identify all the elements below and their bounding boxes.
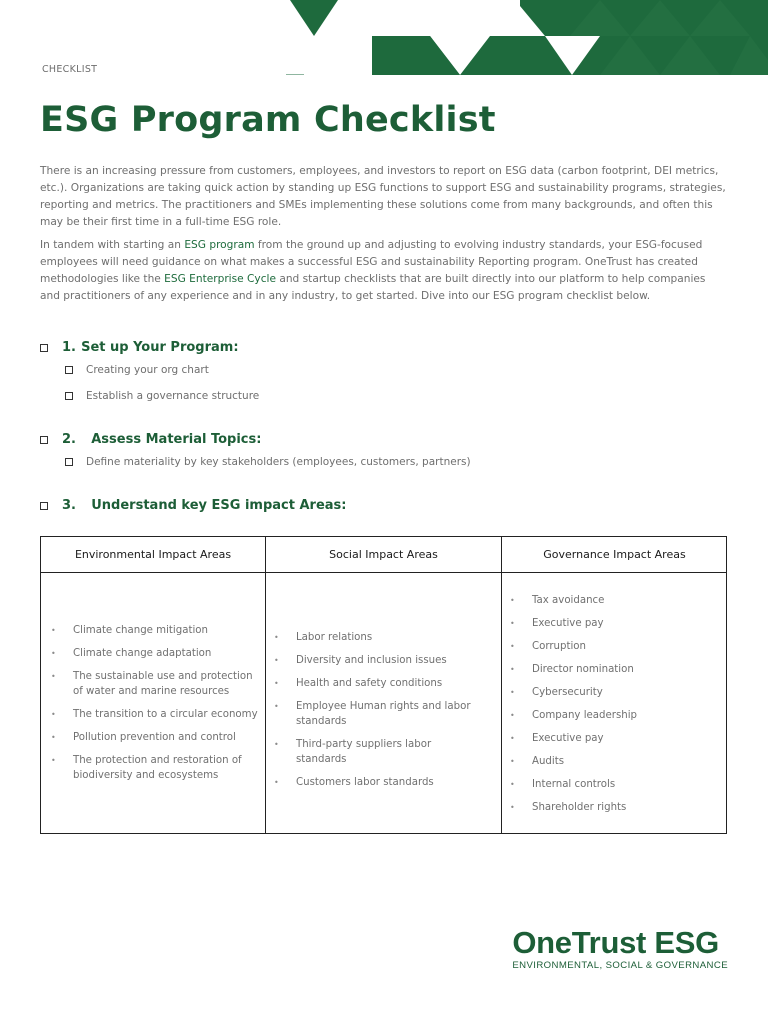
esg-program-link[interactable]: ESG program <box>184 239 255 251</box>
list-item: • Executive pay <box>510 616 720 631</box>
list-item: • Audits <box>510 754 720 769</box>
list-item: • Director nomination <box>510 662 720 677</box>
list-item: • Employee Human rights and labor standards <box>274 699 474 729</box>
checkbox-icon[interactable] <box>65 458 73 466</box>
intro-text-a: In tandem with starting an <box>40 239 185 251</box>
subitem-label: Establish a governance structure <box>86 390 260 402</box>
list-item: • Health and safety conditions <box>274 676 474 691</box>
item-number: 2. <box>62 432 76 447</box>
list-item: • Corruption <box>510 639 720 654</box>
list-item: • Pollution prevention and control <box>51 730 263 745</box>
item-number: 3. <box>62 498 76 513</box>
checkbox-icon[interactable] <box>40 344 48 352</box>
checklist-item-3 <box>40 496 346 515</box>
governance-list <box>510 593 720 815</box>
list-item: • The protection and restoration of biodiversity and ecosystems <box>51 753 263 783</box>
onetrust-esg-logo <box>512 926 728 971</box>
document-type-label: CHECKLIST <box>42 64 98 75</box>
header-triangle-pattern <box>0 0 768 80</box>
checkbox-icon[interactable] <box>65 392 73 400</box>
column-divider <box>265 537 266 833</box>
intro-text-b: from the ground up and adjusting to evolving industry standards, your ESG-focused employees will need guidance on what makes a successful ESG and sustainability Reporting program. OneTrust has created methodologies like the <box>40 239 703 285</box>
logo-wordmark: OneTrust ESG <box>512 925 719 960</box>
intro-text <box>40 163 728 311</box>
list-item: • Climate change adaptation <box>51 646 263 661</box>
esg-enterprise-cycle-link[interactable]: ESG Enterprise Cycle <box>164 273 276 285</box>
checkbox-icon[interactable] <box>40 502 48 510</box>
list-item: • Company leadership <box>510 708 720 723</box>
checklist-subitem <box>65 456 471 468</box>
intro-paragraph-1: There is an increasing pressure from customers, employees, and investors to report on ESG data (carbon footprint, DEI metrics, etc.). Organizations are taking quick action by standing up ESG functions to support ESG and sustainability programs, strategies, reporting and metrics. The practitioners and SMEs implementing these solutions come from many backgrounds, and often this may be their first time in a full-time ESG role. <box>40 165 726 228</box>
list-item: • Tax avoidance <box>510 593 720 608</box>
checklist-item-2 <box>40 430 261 449</box>
subitem-label: Creating your org chart <box>86 364 209 376</box>
environmental-list <box>51 623 263 783</box>
list-item: • Diversity and inclusion issues <box>274 653 474 668</box>
header-governance: Governance Impact Areas <box>543 548 686 561</box>
list-item: • Third-party suppliers labor standards <box>274 737 474 767</box>
intro-paragraph-2 <box>40 237 728 305</box>
column-divider <box>501 537 502 833</box>
divider <box>286 74 304 75</box>
subitem-label: Define materiality by key stakeholders (employees, customers, partners) <box>86 456 471 468</box>
checklist-subitem <box>65 364 209 376</box>
checkbox-icon[interactable] <box>40 436 48 444</box>
list-item: • Labor relations <box>274 630 474 645</box>
checkbox-icon[interactable] <box>65 366 73 374</box>
checklist-item-1 <box>40 338 239 357</box>
item-number: 1. <box>62 340 76 355</box>
item-label: Set up Your Program: <box>81 340 239 355</box>
item-label: Understand key ESG impact Areas: <box>91 498 347 513</box>
page-title: ESG Program Checklist <box>40 100 496 140</box>
list-item: • The sustainable use and protection of water and marine resources <box>51 669 263 699</box>
logo-tagline: ENVIRONMENTAL, SOCIAL & GOVERNANCE <box>512 960 728 971</box>
header-social: Social Impact Areas <box>329 548 438 561</box>
header-divider <box>41 572 726 573</box>
list-item: • Cybersecurity <box>510 685 720 700</box>
item-label: Assess Material Topics: <box>91 432 262 447</box>
list-item: • Shareholder rights <box>510 800 720 815</box>
list-item: • Customers labor standards <box>274 775 474 790</box>
header-environmental: Environmental Impact Areas <box>74 548 232 561</box>
checklist-subitem <box>65 390 259 402</box>
impact-areas-table <box>40 536 727 834</box>
list-item: • The transition to a circular economy <box>51 707 263 722</box>
social-list <box>274 630 474 790</box>
list-item: • Climate change mitigation <box>51 623 263 638</box>
list-item: • Internal controls <box>510 777 720 792</box>
list-item: • Executive pay <box>510 731 720 746</box>
intro-text-c: and startup checklists that are built directly into our platform to help companies and practitioners of any experience and in any industry, to get started. Dive into our ESG program checklist below. <box>40 273 706 302</box>
